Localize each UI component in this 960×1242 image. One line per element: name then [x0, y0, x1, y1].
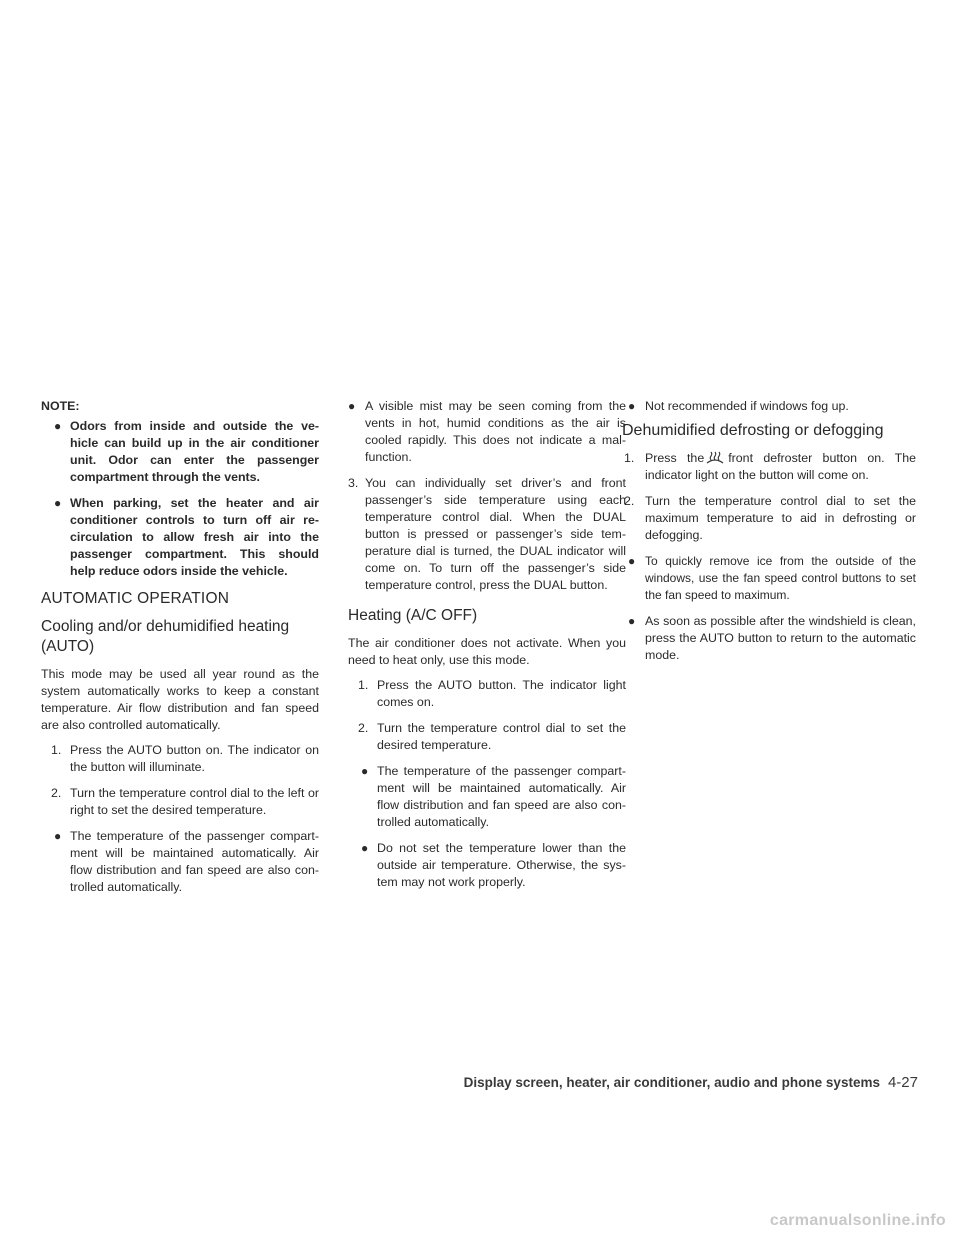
bullet-item	[348, 840, 626, 891]
step-text-pre: Press the	[645, 451, 705, 465]
step-item	[348, 677, 626, 711]
bullet-glyph: ●	[361, 764, 369, 778]
section-heading: AUTOMATIC OPERATION	[41, 590, 230, 607]
note-bullet	[41, 495, 319, 580]
step-item	[348, 720, 626, 754]
bullet-text: The temperature of the passenger compart-ment will be maintained automatically. Air flow distribution and fan speed are also con-trolled automatically.	[70, 829, 319, 894]
step-text-post: front defroster button on. The indicator light on the button will come on.	[645, 451, 916, 482]
watermark: carmanualsonline.info	[769, 1212, 946, 1229]
sub-heading: Dehumidified defrosting or defogging	[622, 422, 884, 439]
step-text: Turn the temperature control dial to the left or right to set the desired temperature.	[70, 786, 319, 817]
bullet-item	[624, 613, 916, 664]
step-number: 2.	[358, 721, 369, 735]
step-text: Press the AUTO button. The indicator light comes on.	[377, 678, 626, 709]
footer-section-title: Display screen, heater, air conditioner, audio and phone systems	[463, 1075, 880, 1090]
step-number: 3.	[348, 476, 359, 490]
page-footer	[464, 1074, 918, 1091]
step-item	[624, 493, 916, 544]
column-middle	[348, 398, 626, 900]
step-text: Press the AUTO button on. The indicator on the button will illuminate.	[70, 743, 319, 774]
bullet-glyph: ●	[54, 419, 62, 433]
step-text: You can individually set driver’s and front passenger’s side temperature using each temperature control dial. When the DUAL button is pressed or passenger’s side tem-perature dial is turned, the DUAL indicator will come on. To turn off the passenger’s side temperature control, press the DUAL button.	[365, 476, 626, 592]
step-number: 1.	[51, 743, 62, 757]
page-number: 4-27	[887, 1074, 918, 1091]
bullet-text: Not recommended if windows fog up.	[645, 399, 849, 413]
bullet-item	[348, 763, 626, 831]
bullet-text: A visible mist may be seen coming from the vents in hot, humid conditions as the air is cooled rapidly. This does not indicate a mal-function.	[365, 399, 626, 464]
bullet-text: As soon as possible after the windshield is clean, press the AUTO button to return to the automatic mode.	[645, 614, 916, 662]
step-text: Turn the temperature control dial to set the maximum temperature to aid in defrosting or defogging.	[645, 494, 916, 542]
bullet-item	[624, 553, 916, 604]
step-item	[41, 785, 319, 819]
bullet-glyph: ●	[628, 554, 636, 568]
bullet-glyph: ●	[628, 399, 636, 413]
step-number: 1.	[624, 451, 635, 465]
bullet-text: Do not set the temperature lower than the outside air temperature. Otherwise, the sys-tem may not work properly.	[377, 841, 626, 889]
bullet-glyph: ●	[54, 829, 62, 843]
step-number: 1.	[358, 678, 369, 692]
bullet-text: To quickly remove ice from the outside of the windows, use the fan speed control buttons to set the fan speed to maximum.	[645, 554, 916, 602]
bullet-glyph: ●	[361, 841, 369, 855]
bullet-glyph: ●	[348, 399, 356, 413]
bullet-glyph: ●	[628, 614, 636, 628]
step-number: 2.	[624, 494, 635, 508]
front-defroster-icon	[706, 451, 724, 464]
step-item	[41, 742, 319, 776]
note-bullet	[41, 418, 319, 486]
step-item	[348, 475, 626, 594]
sub-heading: Cooling and/or dehumidified heating (AUTO)	[41, 618, 290, 655]
bullet-glyph: ●	[54, 496, 62, 510]
bullet-text: The temperature of the passenger compart-ment will be maintained automatically. Air flow distribution and fan speed are also con-trolled automatically.	[377, 764, 626, 829]
bullet-item	[41, 828, 319, 896]
column-left	[41, 398, 319, 905]
step-text: Turn the temperature control dial to set the desired temperature.	[377, 721, 626, 752]
bullet-item	[348, 398, 626, 466]
intro-paragraph: This mode may be used all year round as the system automatically works to keep a constant temperature. Air flow distribution and fan speed are also controlled automatically.	[41, 667, 319, 732]
intro-paragraph: The air conditioner does not activate. When you need to heat only, use this mode.	[348, 636, 626, 667]
step-item	[624, 450, 916, 484]
sub-heading: Heating (A/C OFF)	[348, 607, 478, 624]
step-number: 2.	[51, 786, 62, 800]
column-right	[624, 398, 916, 673]
note-bullet-text: Odors from inside and outside the ve-hicle can build up in the air conditioner unit. Odor can enter the passenger compartment through the vents.	[70, 419, 319, 484]
note-title: NOTE:	[41, 399, 80, 413]
note-bullet-text: When parking, set the heater and air conditioner controls to turn off air re-circulation to allow fresh air into the passenger compartment. This should help reduce odors inside the vehicle.	[70, 496, 319, 578]
bullet-item	[624, 398, 916, 415]
